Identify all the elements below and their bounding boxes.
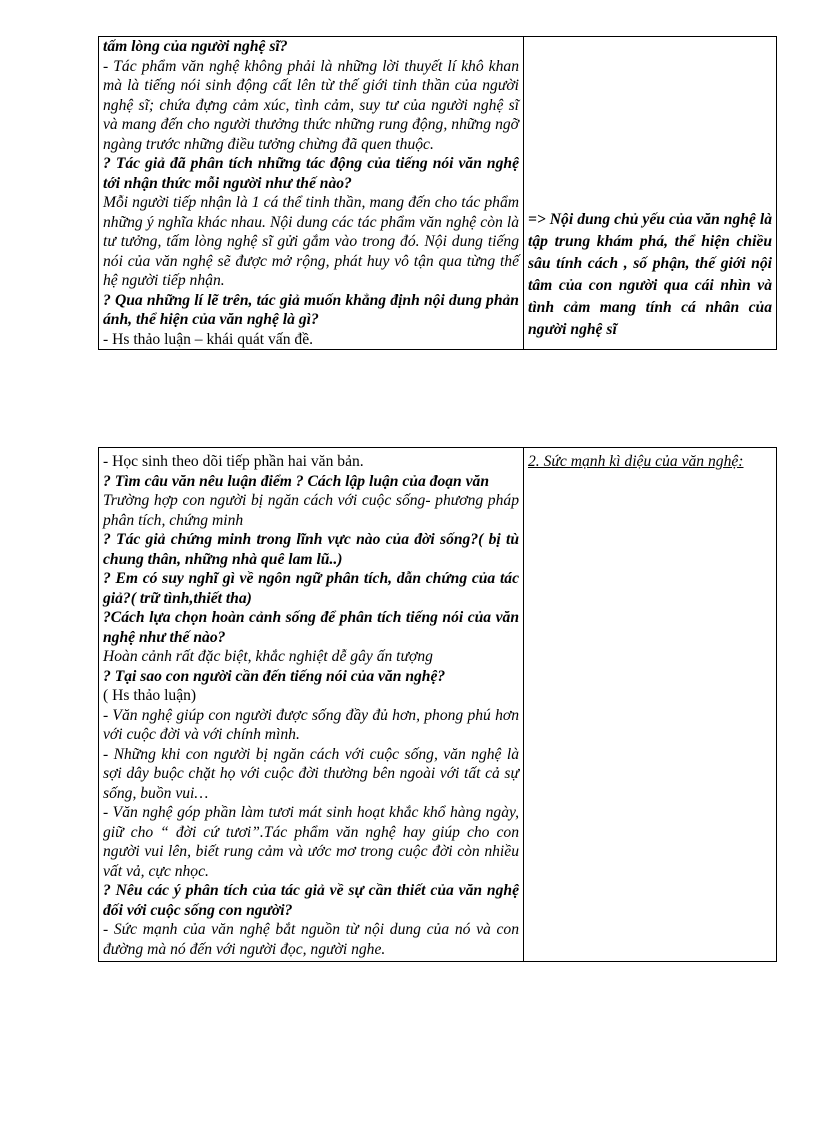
section-heading: 2. Sức mạnh kì diệu của văn nghệ:	[528, 453, 744, 470]
content-cell	[524, 37, 777, 350]
answer-text: - Những khi con người bị ngăn cách với cuộc sống, văn nghệ là sợi dây buộc chặt họ với cuộc đời thường bên ngoài với tất cả sự sống, buồn vui…	[103, 745, 519, 802]
answer-text: - Văn nghệ giúp con người được sống đầy đủ hơn, phong phú hơn với cuộc đời và với chính mình.	[103, 706, 519, 743]
answer-text: - Tác phẩm văn nghệ không phải là những lời thuyết lí khô khan mà là tiếng nói sinh động cất lên từ thế giới tinh thần của người nghệ sĩ; chứa đựng cảm xúc, tình cảm, suy tư của người nghệ sĩ và mang đến cho người thưởng thức những rung động, những ngỡ ngàng trước những điều tưởng chừng đã quen thuộc.	[103, 57, 519, 153]
question-text: ? Tác giả đã phân tích những tác động của tiếng nói văn nghệ tới nhận thức mỗi người như thế nào?	[103, 155, 519, 192]
activity-text: - Học sinh theo dõi tiếp phần hai văn bản.	[103, 453, 364, 470]
answer-text: Mỗi người tiếp nhận là 1 cá thể tinh thần, mang đến cho tác phẩm những ý nghĩa khác nhau. Nội dung các tác phẩm văn nghệ còn là tư tưởng, tấm lòng nghệ sĩ gửi gắm vào trong đó. Nội dung tiếng nói của văn nghệ sẽ được mở rộng, phát huy vô tận qua từng thế hệ người tiếp nhận.	[103, 194, 519, 289]
question-text: ?Cách lựa chọn hoàn cảnh sống để phân tích tiếng nói của văn nghệ như thế nào?	[103, 609, 519, 646]
activity-text: - Hs thảo luận – khái quát vấn đề.	[103, 330, 314, 348]
question-text: ? Tại sao con người cần đến tiếng nói của văn nghệ?	[103, 667, 446, 685]
lesson-table-1	[98, 36, 777, 350]
teacher-student-activity-cell	[99, 448, 524, 962]
question-text: ? Nêu các ý phân tích của tác giả về sự cần thiết của văn nghệ đối với cuộc sống con người?	[103, 882, 519, 919]
answer-text: Hoàn cảnh rất đặc biệt, khắc nghiệt dễ gây ấn tượng	[103, 648, 433, 665]
content-cell	[524, 448, 777, 962]
question-text: ? Qua những lí lẽ trên, tác giả muốn khẳng định nội dung phản ánh, thể hiện của văn nghệ là gì?	[103, 291, 519, 328]
lesson-table-2	[98, 447, 777, 962]
question-text: ? Tác giả chứng minh trong lĩnh vực nào của đời sống?( bị tù chung thân, những nhà quê lam lũ..)	[103, 531, 519, 568]
question-text: ? Em có suy nghĩ gì về ngôn ngữ phân tích, dẫn chứng của tác giả?( trữ tình,thiết tha)	[103, 570, 519, 607]
conclusion-text: => Nội dung chủ yếu của văn nghệ là tập trung khám phá, thể hiện chiều sâu tính cách , số phận, thế giới nội tâm của con người qua cái nhìn và tình cảm mang tính cá nhân của người nghệ sĩ	[528, 211, 772, 338]
question-text: ? Tìm câu văn nêu luận điểm ? Cách lập luận của đoạn văn	[103, 472, 489, 490]
question-text: tấm lòng của người nghệ sĩ?	[103, 38, 288, 55]
answer-text: - Văn nghệ góp phần làm tươi mát sinh hoạt khắc khổ hàng ngày, giữ cho “ đời cứ tươi”.Tác phẩm văn nghệ hay giúp cho con người vui lên, biết rung cảm và ước mơ trong cuộc đời còn nhiều vất vả, cực nhọc.	[103, 804, 519, 880]
answer-text: - Sức mạnh của văn nghệ bắt nguồn từ nội dung của nó và con đường mà nó đến với người đọc, người nghe.	[103, 921, 519, 958]
activity-text: ( Hs thảo luận)	[103, 687, 197, 704]
teacher-student-activity-cell	[99, 37, 524, 350]
answer-text: Trường hợp con người bị ngăn cách với cuộc sống- phương pháp phân tích, chứng minh	[103, 492, 519, 529]
